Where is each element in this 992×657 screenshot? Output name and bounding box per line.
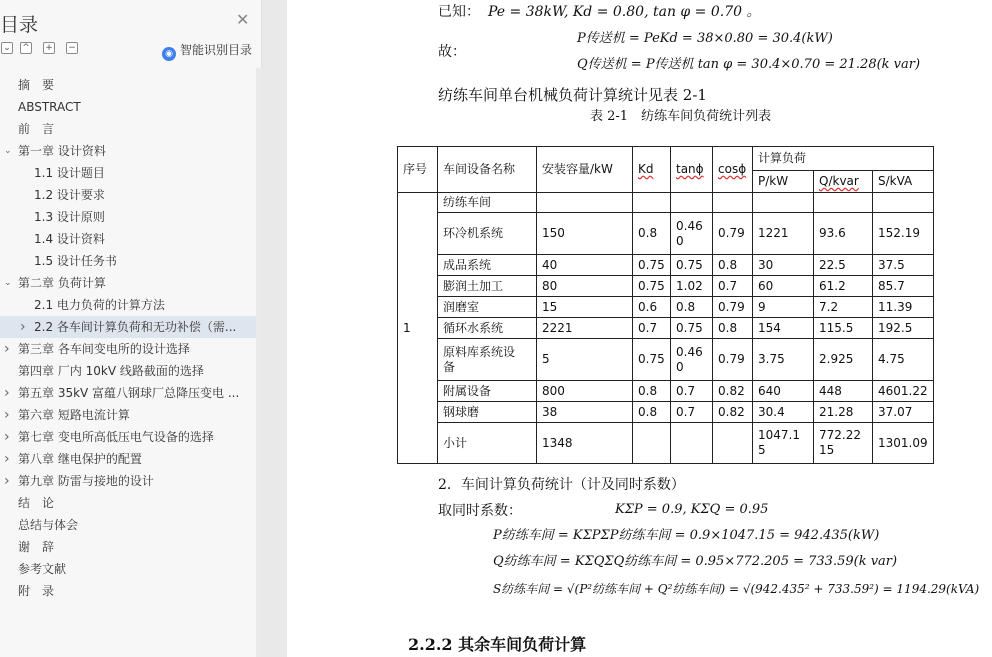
chevron-right-icon[interactable]: ›: [4, 341, 10, 357]
cell-cap: 15: [537, 297, 633, 318]
chevron-right-icon[interactable]: ›: [4, 451, 10, 467]
cell-cos: 0.8: [713, 255, 753, 276]
toc-scrollbar[interactable]: [256, 68, 262, 657]
toc-item-label: 总结与体会: [18, 518, 79, 532]
toc-item[interactable]: [0, 536, 257, 558]
toc-list: [0, 74, 257, 602]
toc-item-label: 参考文献: [18, 562, 67, 576]
toc-item[interactable]: [0, 316, 257, 338]
cell-p: 1221: [753, 213, 814, 255]
header-kd: Kd: [633, 147, 671, 193]
toc-item[interactable]: [0, 118, 257, 140]
header-calc-load: 计算负荷: [753, 147, 934, 171]
cell-kd: 0.8: [633, 213, 671, 255]
cell-q: 115.5: [814, 318, 873, 339]
toc-item[interactable]: [0, 74, 257, 96]
toc-item-label: 2.1 电力负荷的计算方法: [34, 298, 165, 312]
table-row: [398, 381, 934, 402]
table-row: [398, 423, 934, 464]
cell-p: 154: [753, 318, 814, 339]
cell-cap: 150: [537, 213, 633, 255]
chevron-right-icon[interactable]: ›: [4, 407, 10, 423]
table-row: [398, 276, 934, 297]
toc-title: 目录: [0, 14, 39, 36]
s-total-formula: S纺练车间 = √(P²纺练车间 + Q²纺练车间) = √(942.435² + 733.59²) = 1194.29(kVA): [493, 582, 980, 596]
toc-item-label: 第五章 35kV 富蕴八钢球厂总降压变电 ...: [18, 386, 240, 400]
cell-cap: 5: [537, 339, 633, 381]
cell-cos: [713, 423, 753, 464]
cell-cos: 0.82: [713, 402, 753, 423]
toc-item-label: 1.4 设计资料: [34, 232, 105, 246]
cell-tan: 0.75: [671, 255, 713, 276]
toc-item[interactable]: [0, 360, 257, 382]
cell-kd: 0.8: [633, 381, 671, 402]
coef-formula: KΣP = 0.9, KΣQ = 0.95: [615, 502, 769, 517]
toc-item-label: 第二章 负荷计算: [18, 276, 106, 290]
cell-p: 30.4: [753, 402, 814, 423]
toc-item-label: 第一章 设计资料: [18, 144, 106, 158]
toc-item[interactable]: [0, 272, 257, 294]
cell-q: 93.6: [814, 213, 873, 255]
chevron-down-icon[interactable]: ⌄: [4, 278, 12, 288]
toc-item-label: 1.1 设计题目: [34, 166, 105, 180]
toc-item[interactable]: [0, 382, 257, 404]
toc-item-label: 摘 要: [18, 78, 55, 92]
table-row: [398, 255, 934, 276]
cell-q: 7.2: [814, 297, 873, 318]
chevron-down-icon[interactable]: ⌄: [4, 146, 12, 156]
cell-cap: 80: [537, 276, 633, 297]
toc-item[interactable]: [0, 404, 257, 426]
toc-item[interactable]: [0, 492, 257, 514]
toc-panel: [0, 0, 262, 657]
cell-name: 膨润土加工: [438, 276, 537, 297]
cell-tan: 1.02: [671, 276, 713, 297]
p-conveyor-formula: P传送机 = PeKd = 38×0.80 = 30.4(kW): [577, 31, 833, 46]
cell-p: 30: [753, 255, 814, 276]
cell-p: 1047.1 5: [753, 423, 814, 464]
cell-tan: [671, 423, 713, 464]
toc-item[interactable]: [0, 162, 257, 184]
toc-item[interactable]: [0, 96, 257, 118]
table-row: [398, 318, 934, 339]
toc-item[interactable]: [0, 338, 257, 360]
table-row: [398, 297, 934, 318]
cell-s: 4.75: [873, 339, 934, 381]
cell-tan: 0.8: [671, 297, 713, 318]
chevron-right-icon[interactable]: ›: [4, 429, 10, 445]
header-p: P/kW: [753, 171, 814, 193]
cell-cos: 0.79: [713, 213, 753, 255]
toc-item-label: 第八章 继电保护的配置: [18, 452, 142, 466]
expand-all-button[interactable]: +: [43, 42, 55, 54]
cell-q: 21.28: [814, 402, 873, 423]
cell-p: 9: [753, 297, 814, 318]
cell-tan: 0.75: [671, 318, 713, 339]
toc-item-label: 第三章 各车间变电所的设计选择: [18, 342, 190, 356]
toc-item-label: 第七章 变电所高低压电气设备的选择: [18, 430, 214, 444]
toc-item-label: 附 录: [18, 584, 55, 598]
cell-s: 37.5: [873, 255, 934, 276]
toc-item[interactable]: [0, 250, 257, 272]
header-q: Q/kvar: [814, 171, 873, 193]
cell-s: 4601.22: [873, 381, 934, 402]
table-row: [398, 339, 934, 381]
cell-kd: 0.7: [633, 318, 671, 339]
toc-item[interactable]: [0, 294, 257, 316]
cell-cap: 40: [537, 255, 633, 276]
toc-item[interactable]: [0, 206, 257, 228]
cell-s: 85.7: [873, 276, 934, 297]
toc-item-label: 第九章 防雷与接地的设计: [18, 474, 154, 488]
cell-s: 192.5: [873, 318, 934, 339]
cell-cos: 0.8: [713, 318, 753, 339]
toc-item-label: 1.3 设计原则: [34, 210, 105, 224]
cell-cos: 0.79: [713, 297, 753, 318]
table-row: [398, 213, 934, 255]
cell-cap: 2221: [537, 318, 633, 339]
smart-recognize-icon: ◉: [162, 47, 176, 61]
cell-name: 附属设备: [438, 381, 537, 402]
cell-q: 2.925: [814, 339, 873, 381]
smart-toc-label: 智能识别目录: [180, 43, 253, 57]
group-no-cell: 1: [398, 193, 438, 464]
cell-name: 润磨室: [438, 297, 537, 318]
cell-cap: 1348: [537, 423, 633, 464]
cell-p: 640: [753, 381, 814, 402]
header-tan: tanϕ: [671, 147, 713, 193]
toc-item-label: 前 言: [18, 122, 55, 136]
cell-kd: 0.6: [633, 297, 671, 318]
toc-item[interactable]: [0, 558, 257, 580]
toc-item-label: 谢 辞: [18, 540, 55, 554]
toc-item-label: 1.5 设计任务书: [34, 254, 117, 268]
cell-name: 钢球磨: [438, 402, 537, 423]
cell-cos: 0.79: [713, 339, 753, 381]
q-conveyor-formula: Q传送机 = P传送机 tan φ = 30.4×0.70 = 21.28(k var): [577, 57, 921, 72]
cell-s: 11.39: [873, 297, 934, 318]
cell-cap: 38: [537, 402, 633, 423]
cell-s: 1301.09: [873, 423, 934, 464]
chevron-right-icon[interactable]: ›: [20, 319, 26, 335]
toc-item[interactable]: [0, 228, 257, 250]
cell-s: 37.07: [873, 402, 934, 423]
therefore-label: 故：: [438, 44, 466, 60]
q-total-formula: Q纺练车间 = KΣQΣQ纺练车间 = 0.95×772.205 = 733.59(k var): [493, 554, 898, 569]
header-cos: cosϕ: [713, 147, 753, 193]
close-icon[interactable]: ✕: [236, 10, 250, 29]
toc-item-label: 第六章 短路电流计算: [18, 408, 130, 422]
section-item-2: 2．车间计算负荷统计（计及同时系数）: [438, 477, 685, 493]
cell-name: 小计: [438, 423, 537, 464]
header-no: 序号: [398, 147, 438, 193]
toc-item-label: 1.2 设计要求: [34, 188, 105, 202]
known-formula: Pe = 38kW, Kd = 0.80, tan φ = 0.70 。: [488, 4, 761, 20]
toc-item[interactable]: [0, 448, 257, 470]
cell-kd: 0.75: [633, 255, 671, 276]
cell-p: 3.75: [753, 339, 814, 381]
toc-item-label: ABSTRACT: [18, 100, 81, 114]
cell-cos: 0.82: [713, 381, 753, 402]
toc-item-label: 结 论: [18, 496, 55, 510]
cell-cap: 800: [537, 381, 633, 402]
cell-tan: 0.7: [671, 402, 713, 423]
table-row: [398, 402, 934, 423]
group-name-cell: 纺练车间: [438, 193, 537, 213]
cell-name: 原料库系统设 备: [438, 339, 537, 381]
chevron-right-icon[interactable]: ›: [4, 473, 10, 489]
toc-item-label: 第四章 厂内 10kV 线路截面的选择: [18, 364, 204, 378]
cell-q: 61.2: [814, 276, 873, 297]
cell-s: 152.19: [873, 213, 934, 255]
known-prefix: 已知：: [438, 4, 480, 20]
cell-kd: 0.8: [633, 402, 671, 423]
cell-q: 22.5: [814, 255, 873, 276]
load-table: [397, 146, 934, 464]
cell-kd: 0.75: [633, 339, 671, 381]
header-capacity: 安装容量/kW: [537, 147, 633, 193]
smart-toc-button[interactable]: [162, 41, 252, 61]
p-total-formula: P纺练车间 = KΣPΣP纺练车间 = 0.9×1047.15 = 942.435(kW): [493, 528, 880, 543]
cell-name: 成品系统: [438, 255, 537, 276]
cell-name: 环冷机系统: [438, 213, 537, 255]
cell-tan: 0.46 0: [671, 339, 713, 381]
cell-tan: 0.46 0: [671, 213, 713, 255]
toc-item[interactable]: [0, 470, 257, 492]
collapse-all-button[interactable]: ⌄: [1, 42, 13, 54]
coef-label: 取同时系数：: [438, 503, 522, 519]
header-s: S/kVA: [873, 171, 934, 193]
expand-level-button[interactable]: ^: [20, 42, 32, 54]
header-name: 车间设备名称: [438, 147, 537, 193]
cell-kd: [633, 423, 671, 464]
toc-item[interactable]: [0, 426, 257, 448]
cell-name: 循环水系统: [438, 318, 537, 339]
cell-p: 60: [753, 276, 814, 297]
collapse-level-button[interactable]: −: [66, 42, 78, 54]
cell-q: 448: [814, 381, 873, 402]
chevron-right-icon[interactable]: ›: [4, 385, 10, 401]
table-intro: 纺练车间单台机械负荷计算统计见表 2-1: [438, 86, 707, 104]
cell-q: 772.22 15: [814, 423, 873, 464]
toc-item[interactable]: [0, 514, 257, 536]
toc-item-label: 2.2 各车间计算负荷和无功补偿（需...: [34, 320, 237, 334]
document-page: [287, 0, 992, 657]
known-line: [438, 1, 760, 21]
cell-tan: 0.7: [671, 381, 713, 402]
cell-kd: 0.75: [633, 276, 671, 297]
toc-item[interactable]: [0, 184, 257, 206]
cell-cos: 0.7: [713, 276, 753, 297]
toc-item[interactable]: [0, 140, 257, 162]
table-caption: 表 2-1 纺练车间负荷统计列表: [590, 109, 772, 124]
toc-item[interactable]: [0, 580, 257, 602]
section-heading-2-2-2: 2.2.2 其余车间负荷计算: [408, 635, 587, 654]
